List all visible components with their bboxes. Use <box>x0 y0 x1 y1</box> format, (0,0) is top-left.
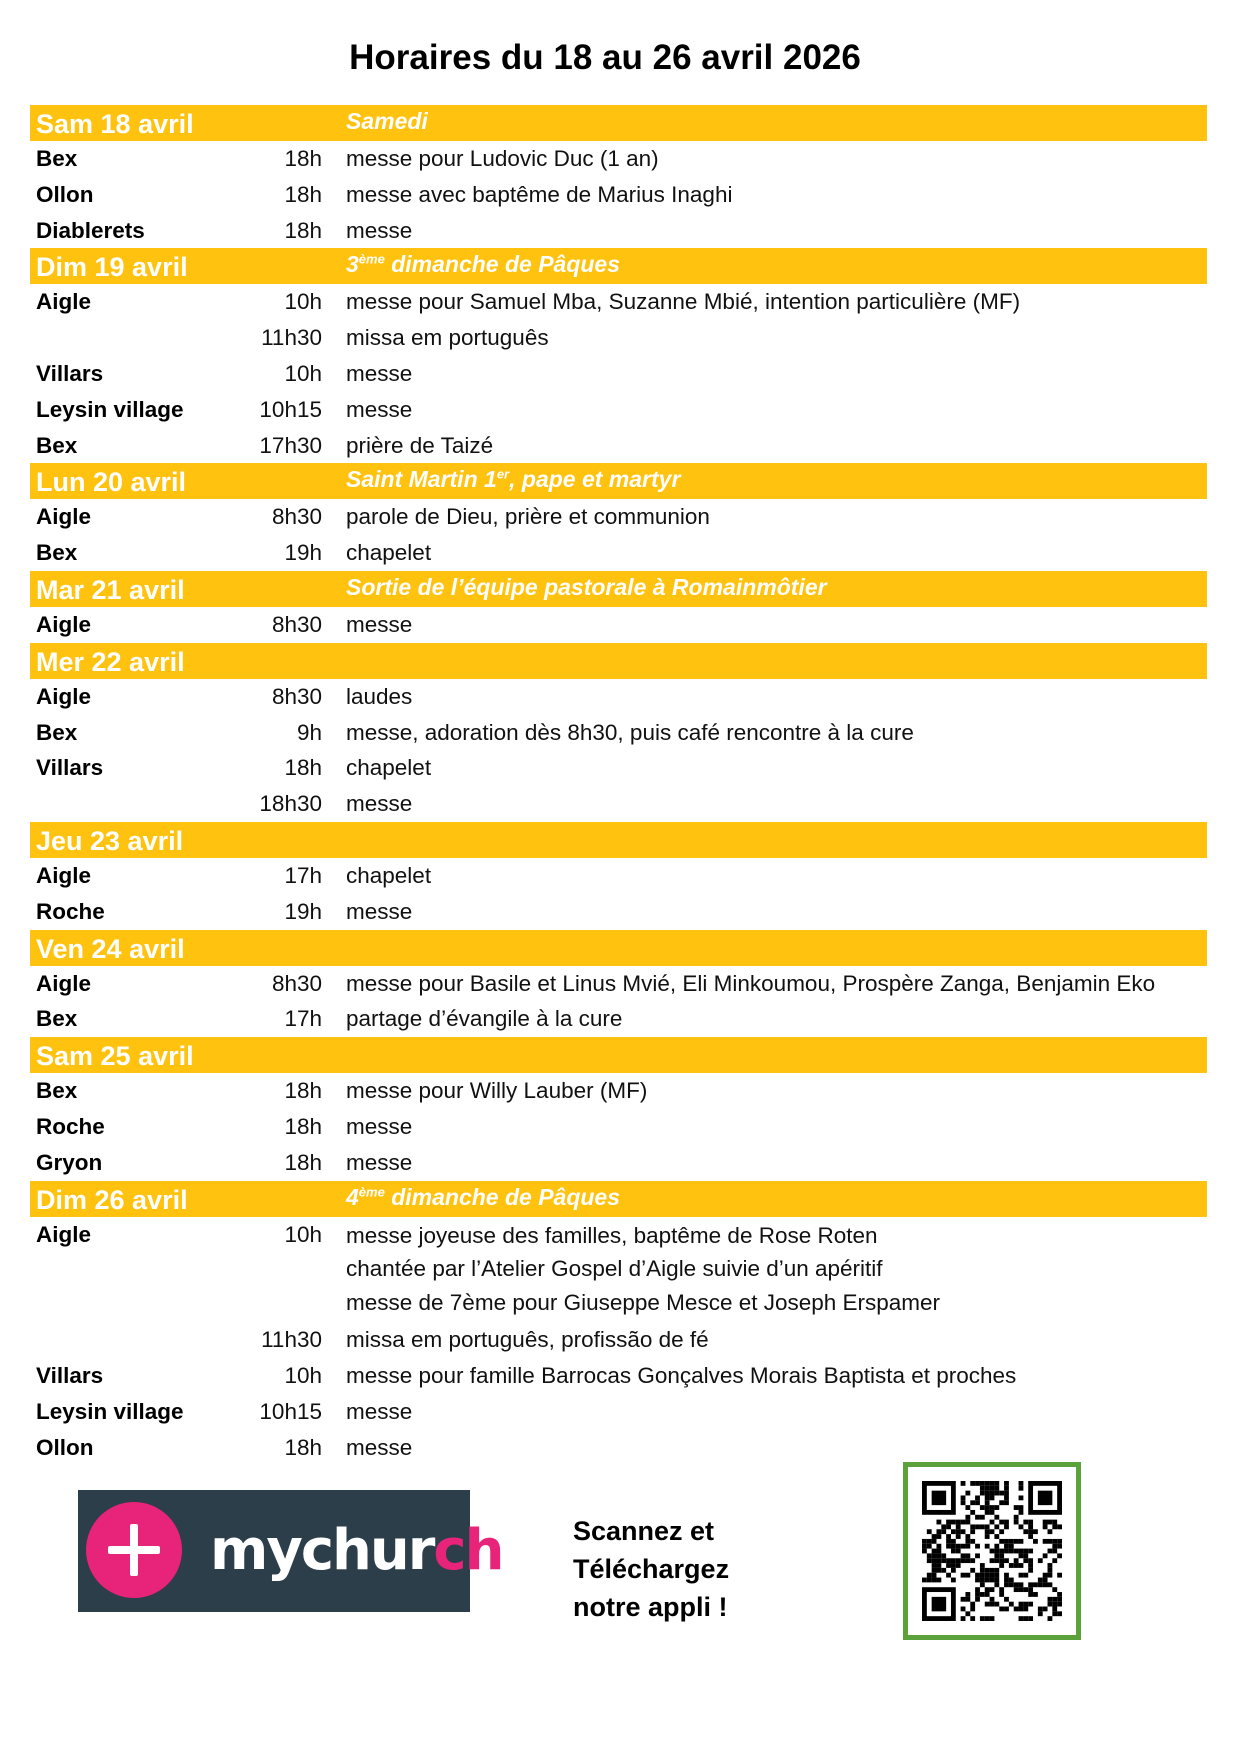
day-header <box>30 643 1207 679</box>
schedule-row <box>30 1358 1207 1394</box>
time: 18h <box>284 217 322 243</box>
time: 10h <box>284 289 322 315</box>
description: messe <box>346 611 413 637</box>
logo-text: mychurch <box>210 1518 503 1583</box>
day-header <box>30 248 1207 284</box>
place: Bex <box>36 540 78 566</box>
description: messe pour Basile et Linus Mvié, Eli Minkoumou, Prospère Zanga, Benjamin Eko <box>346 970 1156 996</box>
description: messe <box>346 791 413 817</box>
qr-code-icon <box>922 1481 1062 1621</box>
description: messe <box>346 360 413 386</box>
description: messe pour famille Barrocas Gonçalves Morais Baptista et proches <box>346 1363 1017 1389</box>
time: 8h30 <box>271 611 322 637</box>
description: messe pour Samuel Mba, Suzanne Mbié, intention particulière (MF) <box>346 289 1021 315</box>
place: Aigle <box>36 504 92 530</box>
time: 10h15 <box>259 1398 322 1424</box>
time: 18h <box>284 1078 322 1104</box>
time: 18h <box>284 181 322 207</box>
description: chapelet <box>346 755 432 781</box>
time: 19h <box>284 898 322 924</box>
schedule-row <box>30 607 1207 643</box>
time: 18h <box>284 1149 322 1175</box>
description: messe <box>346 1113 413 1139</box>
schedule-row <box>30 1145 1207 1181</box>
schedule-row <box>30 1073 1207 1109</box>
place: Villars <box>36 1363 104 1389</box>
day-header <box>30 105 1207 141</box>
description: partage d’évangile à la cure <box>346 1006 623 1032</box>
time: 8h30 <box>271 970 322 996</box>
liturgical-occasion: 3ème dimanche de Pâques <box>346 251 621 278</box>
place: Bex <box>36 432 78 458</box>
place: Aigle <box>36 289 92 315</box>
schedule-row <box>30 428 1207 464</box>
description: parole de Dieu, prière et communion <box>346 504 710 530</box>
place: Gryon <box>36 1149 103 1175</box>
place: Aigle <box>36 611 92 637</box>
time: 18h <box>284 1113 322 1139</box>
description: prière de Taizé <box>346 432 494 458</box>
schedule-row <box>30 858 1207 894</box>
place: Ollon <box>36 181 94 207</box>
scan-line: Téléchargez <box>573 1554 730 1584</box>
description: messe <box>346 217 413 243</box>
time: 18h <box>284 1434 322 1460</box>
liturgical-occasion: Samedi <box>346 108 428 134</box>
day-label: Jeu 23 avril <box>36 825 184 856</box>
schedule-row <box>30 715 1207 751</box>
liturgical-occasion: 4ème dimanche de Pâques <box>346 1183 621 1210</box>
schedule-table <box>30 105 1207 1466</box>
place: Roche <box>36 898 105 924</box>
time: 17h <box>284 862 322 888</box>
schedule-row <box>30 786 1207 822</box>
schedule-row <box>30 1394 1207 1430</box>
time: 11h30 <box>261 1327 322 1353</box>
time: 10h <box>284 1363 322 1389</box>
place: Diablerets <box>36 217 145 243</box>
time: 8h30 <box>271 683 322 709</box>
day-header <box>30 1037 1207 1073</box>
description: messe <box>346 396 413 422</box>
day-header <box>30 930 1207 966</box>
description: messe avec baptême de Marius Inaghi <box>346 181 733 207</box>
description: missa em português, profissão de fé <box>346 1327 709 1353</box>
schedule-row <box>30 499 1207 535</box>
day-label: Mar 21 avril <box>36 574 185 605</box>
time: 17h30 <box>259 432 322 458</box>
time: 9h <box>296 719 322 745</box>
schedule-row <box>30 679 1207 715</box>
schedule-row <box>30 320 1207 356</box>
day-label: Ven 24 avril <box>36 933 185 964</box>
description-line: messe joyeuse des familles, baptême de Rose Roten <box>346 1222 878 1248</box>
time: 10h15 <box>259 396 322 422</box>
schedule-row <box>30 284 1207 320</box>
time: 8h30 <box>271 504 322 530</box>
scan-instructions <box>573 1512 729 1626</box>
day-label: Lun 20 avril <box>36 467 187 498</box>
place: Bex <box>36 719 78 745</box>
schedule-row <box>30 356 1207 392</box>
place: Villars <box>36 360 104 386</box>
mychurch-logo[interactable] <box>78 1490 503 1612</box>
schedule-row <box>30 535 1207 571</box>
time: 18h <box>284 755 322 781</box>
day-header <box>30 822 1207 858</box>
schedule-row <box>30 1322 1207 1358</box>
description: messe pour Willy Lauber (MF) <box>346 1078 648 1104</box>
schedule-row <box>30 177 1207 213</box>
place: Roche <box>36 1113 105 1139</box>
place: Villars <box>36 755 104 781</box>
day-label: Sam 25 avril <box>36 1041 194 1072</box>
day-label: Mer 22 avril <box>36 646 185 677</box>
place: Aigle <box>36 862 92 888</box>
cross-icon <box>86 1502 182 1598</box>
time: 18h <box>284 146 322 171</box>
description: messe <box>346 1398 413 1424</box>
day-header <box>30 571 1207 607</box>
time: 17h <box>284 1006 322 1032</box>
place: Aigle <box>36 970 92 996</box>
place: Ollon <box>36 1434 94 1460</box>
scan-line: notre appli ! <box>573 1592 728 1622</box>
time: 18h30 <box>259 791 322 817</box>
description: chapelet <box>346 540 432 566</box>
day-header <box>30 1181 1207 1217</box>
schedule-row <box>30 1430 1207 1466</box>
liturgical-occasion: Sortie de l’équipe pastorale à Romainmôtier <box>346 573 827 600</box>
time: 19h <box>284 540 322 566</box>
place: Bex <box>36 146 78 171</box>
description: missa em português <box>346 325 549 351</box>
time: 11h30 <box>261 325 322 351</box>
schedule-row <box>30 213 1207 249</box>
schedule-row <box>30 1217 1207 1323</box>
qr-code[interactable] <box>903 1462 1081 1640</box>
description-line: chantée par l’Atelier Gospel d’Aigle suivie d’un apéritif <box>346 1256 883 1282</box>
description-line: messe de 7ème pour Giuseppe Mesce et Joseph Erspamer <box>346 1289 941 1315</box>
place: Leysin village <box>36 396 184 422</box>
schedule-row <box>30 141 1207 177</box>
schedule-row <box>30 894 1207 930</box>
schedule-row <box>30 966 1207 1002</box>
description: messe <box>346 1434 413 1460</box>
description: messe <box>346 898 413 924</box>
day-label: Sam 18 avril <box>36 109 194 139</box>
schedule-row <box>30 392 1207 428</box>
place: Leysin village <box>36 1398 184 1424</box>
scan-line: Scannez et <box>573 1516 715 1546</box>
place: Aigle <box>36 1221 92 1247</box>
description: messe pour Ludovic Duc (1 an) <box>346 146 659 171</box>
day-label: Dim 19 avril <box>36 252 188 283</box>
page-title: Horaires du 18 au 26 avril 2026 <box>349 38 861 77</box>
description: messe, adoration dès 8h30, puis café rencontre à la cure <box>346 719 914 745</box>
place: Aigle <box>36 683 92 709</box>
schedule-row <box>30 750 1207 786</box>
description: messe <box>346 1149 413 1175</box>
day-label: Dim 26 avril <box>36 1184 188 1215</box>
place: Bex <box>36 1006 78 1032</box>
description: laudes <box>346 683 413 709</box>
liturgical-occasion: Saint Martin 1er, pape et martyr <box>346 466 681 493</box>
day-header <box>30 463 1207 499</box>
time: 10h <box>284 360 322 386</box>
schedule-row <box>30 1001 1207 1037</box>
time: 10h <box>284 1221 322 1247</box>
schedule-row <box>30 1109 1207 1145</box>
description: chapelet <box>346 862 432 888</box>
place: Bex <box>36 1078 78 1104</box>
